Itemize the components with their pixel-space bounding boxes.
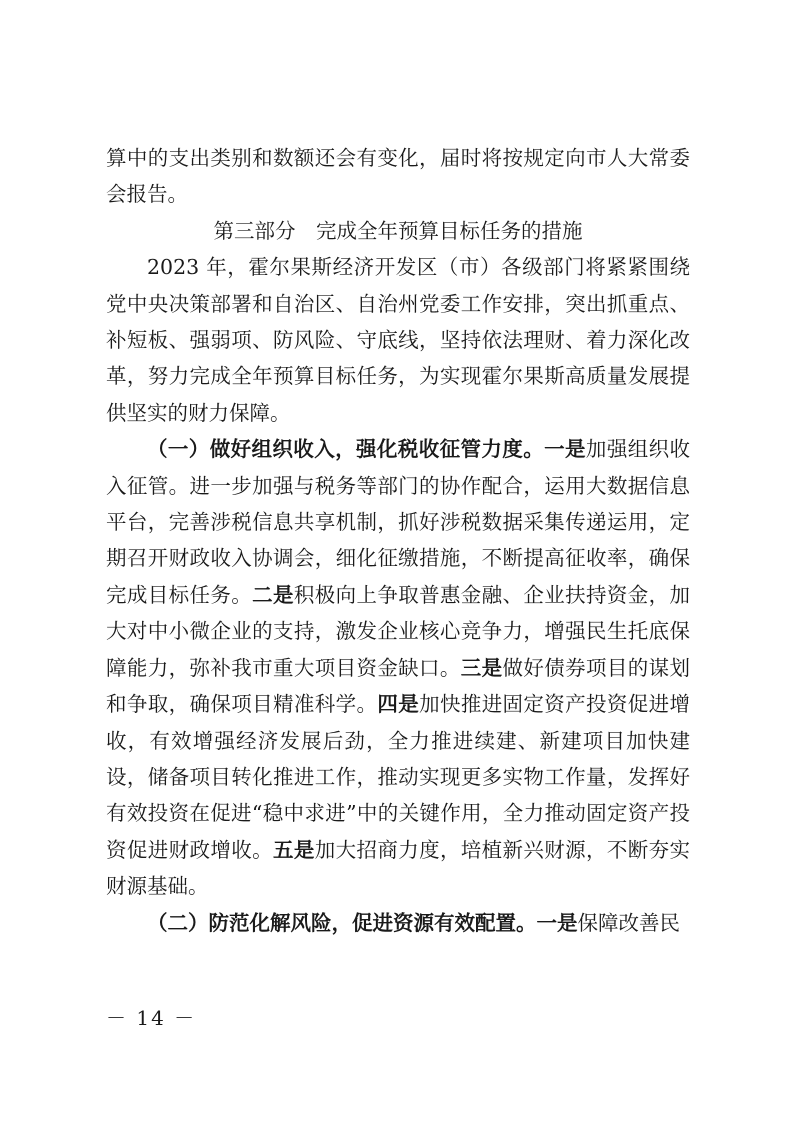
point-lead: 五是 xyxy=(272,837,315,862)
point-lead: 四是 xyxy=(377,692,420,717)
point-text: 做好债券项目的谋划和争取，确保项目精准科学。 xyxy=(106,655,691,717)
paragraph-risk xyxy=(106,905,690,941)
point-lead: 二是 xyxy=(252,582,294,607)
point-text: 加强组织收入征管。进一步加强与税务等部门的协作配合，运用大数据信息平台，完善涉税信息共享机制，抓好涉税数据采集传递运用，定期召开财政收入协调会，细化征缴措施，不断提高征收率，确保完成目标任务。 xyxy=(106,437,691,607)
point-lead: 一是 xyxy=(544,437,586,462)
page-number: － 14 － xyxy=(106,1006,197,1030)
section-heading: 第三部分 完成全年预算目标任务的措施 xyxy=(213,218,583,243)
paragraph-revenue xyxy=(106,431,690,904)
paragraph-continuation: 算中的支出类别和数额还会有变化，届时将按规定向市人大常委会报告。 xyxy=(106,146,690,207)
point-text: 加快推进固定资产投资促进增收，有效增强经济发展后劲，全力推进续建、新建项目加快建设，储备项目转化推进工作，推动实现更多实物工作量，发挥好有效投资在促进“稳中求进”中的关键作用，全力推动固定资产投资促进财政增收。 xyxy=(106,692,691,862)
paragraph-intro: 2023 年，霍尔果斯经济开发区（市）各级部门将紧紧围绕党中央决策部署和自治区、自治州党委工作安排，突出抓重点、补短板、强弱项、防风险、守底线，坚持依法理财、着力深化改革，努力完成全年预算目标任务，为实现霍尔果斯高质量发展提供坚实的财力保障。 xyxy=(106,255,690,425)
point-text: 保障改善民 xyxy=(577,910,680,935)
point-text: 加大招商力度，培植新兴财源，不断夯实财源基础。 xyxy=(106,837,691,899)
document-body xyxy=(106,140,690,941)
subsection-title-risk: （二）防范化解风险，促进资源有效配置。 xyxy=(147,910,537,935)
point-text: 积极向上争取普惠金融、企业扶持资金，加大对中小微企业的支持，激发企业核心竞争力，增强民生托底保障能力，弥补我市重大项目资金缺口。 xyxy=(106,582,691,680)
point-lead: 一是 xyxy=(536,910,578,935)
point-lead: 三是 xyxy=(460,655,503,680)
subsection-title-revenue: （一）做好组织收入，强化税收征管力度。 xyxy=(147,437,545,462)
